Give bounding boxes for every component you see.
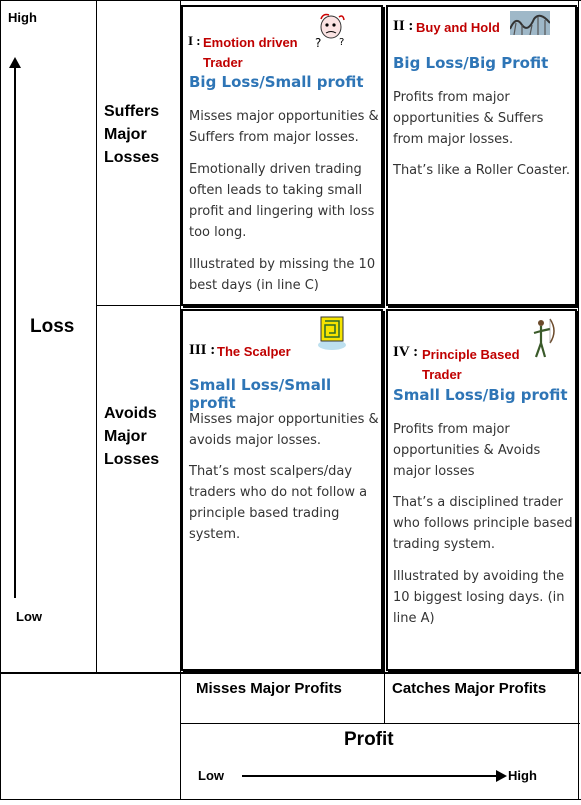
quadrant-1-name: Emotion driven Trader [203, 35, 298, 70]
x-axis-arrowhead [496, 770, 507, 782]
quadrant-1-paragraph-2: Emotionally driven trading often leads to taking small profit and lingering with loss too long. [189, 162, 375, 240]
y-axis-line [14, 64, 16, 598]
x-axis-high-label: High [508, 768, 537, 783]
quadrant-4 [386, 309, 577, 671]
quadrant-2 [386, 5, 577, 306]
quadrant-1-paragraph-1: Misses major opportunities & Suffers from major losses. [189, 109, 379, 145]
x-axis-low-label: Low [198, 768, 224, 783]
quadrant-3-heading: Small Loss/Small profit [189, 376, 332, 412]
quadrant-2-paragraph-1: Profits from major opportunities & Suffers from major losses. [393, 90, 544, 147]
svg-text:?: ? [315, 36, 322, 50]
quadrant-4-paragraph-2: That’s a disciplined trader who follows principle based trading system. [393, 495, 573, 552]
bottom-divider [0, 672, 581, 674]
quadrant-3-paragraph-2: That’s most scalpers/day traders who do not follow a principle based trading system. [189, 464, 368, 542]
row-label-top-line-3: Losses [104, 149, 160, 166]
quadrant-1-numeral: I : [188, 33, 201, 48]
quadrant-4-numeral: IV : [393, 344, 419, 360]
row-label-top-line-1: Suffers [104, 103, 160, 120]
quadrant-3-paragraph-1: Misses major opportunities & avoids major losses. [189, 412, 379, 448]
column-label-divider [384, 674, 385, 724]
y-axis-low-label: Low [16, 609, 42, 624]
quadrant-3-name: The Scalper [217, 344, 291, 359]
quadrant-2-heading: Big Loss/Big Profit [393, 54, 549, 72]
roller-coaster-icon [510, 11, 550, 35]
column-label-left: Misses Major Profits [196, 680, 342, 697]
profit-divider [180, 723, 580, 724]
quadrant-4-paragraph-3: Illustrated by avoiding the 10 biggest losing days. (in line A) [393, 569, 565, 626]
quadrant-2-numeral: II : [393, 18, 414, 34]
row-label-top-line-2: Major [104, 126, 147, 143]
column-label-right: Catches Major Profits [392, 680, 547, 697]
y-axis-title: Loss [30, 316, 75, 337]
y-axis-high-label: High [8, 10, 37, 25]
row-label-top [104, 100, 159, 169]
divider-row-labels [96, 305, 181, 306]
outer-border-top [0, 0, 581, 1]
row-label-bottom-line-2: Major [104, 428, 147, 445]
svg-text:?: ? [339, 37, 345, 48]
divider-axis-column [96, 0, 97, 672]
confused-face-icon [313, 11, 347, 51]
quadrant-2-name: Buy and Hold [416, 20, 500, 35]
x-axis-title: Profit [344, 729, 394, 750]
archer-icon [528, 317, 558, 361]
maze-icon [317, 313, 347, 351]
quadrant-4-heading: Small Loss/Big profit [393, 386, 568, 404]
quadrant-3-numeral: III : [189, 342, 216, 358]
quadrant-1-paragraph-3: Illustrated by missing the 10 best days (in line C) [189, 257, 376, 293]
outer-border-right [578, 0, 579, 800]
quadrant-1-heading: Big Loss/Small profit [189, 73, 364, 91]
bottom-left-border [0, 672, 1, 800]
quadrant-4-name: Principle Based Trader [422, 347, 520, 382]
y-axis-arrowhead [9, 57, 21, 68]
bottom-border [0, 799, 581, 800]
outer-border-left [0, 0, 1, 672]
quadrant-2-paragraph-2: That’s like a Roller Coaster. [393, 163, 571, 178]
row-label-bottom-line-1: Avoids [104, 405, 157, 422]
row-label-bottom [104, 402, 159, 471]
x-axis-line [242, 775, 498, 777]
quadrant-1 [181, 5, 383, 306]
quadrant-3 [181, 309, 383, 671]
row-label-bottom-line-3: Losses [104, 451, 160, 468]
quadrant-4-paragraph-1: Profits from major opportunities & Avoids major losses [393, 422, 541, 479]
